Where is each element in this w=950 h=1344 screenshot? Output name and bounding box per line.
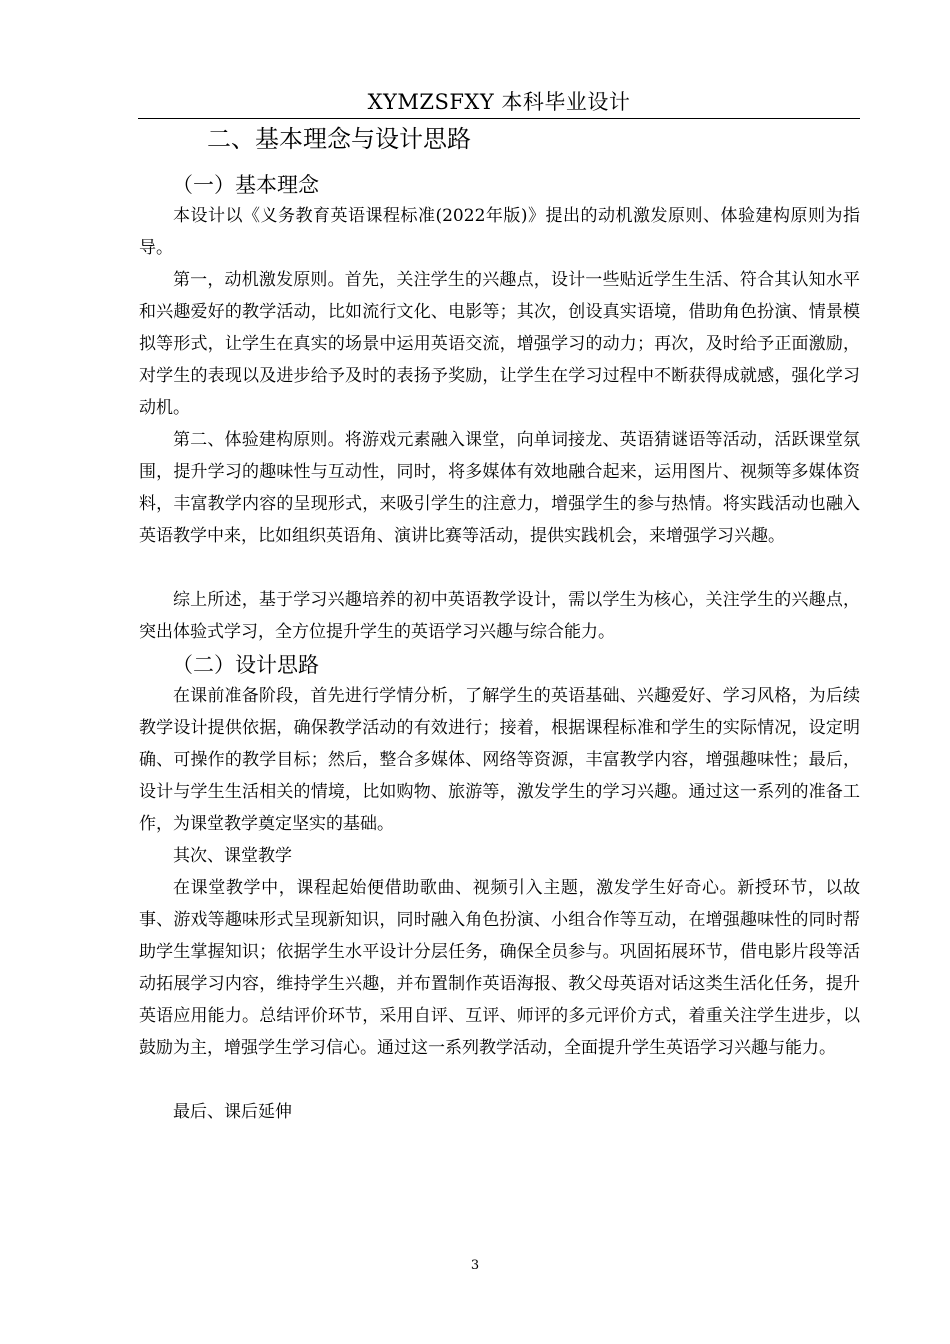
- subsection-title-design-ideas: （二）设计思路: [172, 653, 319, 677]
- paragraph-preparation: 在课前准备阶段，首先进行学情分析，了解学生的英语基础、兴趣爱好、学习风格，为后续教学设计提供依据，确保教学活动的有效进行；接着，根据课程标准和学生的实际情况，设定明确、可操作的教学目标；然后，整合多媒体、网络等资源，丰富教学内容，增强趣味性；最后，设计与学生生活相关的情境，比如购物、旅游等，激发学生的学习兴趣。通过这一系列的准备工作，为课堂教学奠定坚实的基础。: [139, 686, 860, 834]
- paragraph-experience-principle: 第二、体验建构原则。将游戏元素融入课堂，向单词接龙、英语猜谜语等活动，活跃课堂氛围，提升学习的趣味性与互动性，同时，将多媒体有效地融合起来，运用图片、视频等多媒体资料，丰富教学内容的呈现形式，来吸引学生的注意力，增强学生的参与热情。将实践活动也融入英语教学中来，比如组织英语角、演讲比赛等活动，提供实践机会，来增强学习兴趣。: [139, 430, 860, 546]
- paragraph-classroom-teaching: 在课堂教学中，课程起始便借助歌曲、视频引入主题，激发学生好奇心。新授环节，以故事、游戏等趣味形式呈现新知识，同时融入角色扮演、小组合作等互动，在增强趣味性的同时帮助学生掌握知识；依据学生水平设计分层任务，确保全员参与。巩固拓展环节，借电影片段等活动拓展学习内容，维持学生兴趣，并布置制作英语海报、教父母英语对话这类生活化任务，提升英语应用能力。总结评价环节，采用自评、互评、师评的多元评价方式，着重关注学生进步，以鼓励为主，增强学生学习信心。通过这一系列教学活动，全面提升学生英语学习兴趣与能力。: [139, 878, 860, 1058]
- page-number: 3: [470, 1258, 480, 1273]
- subsection-title-basic-concepts: （一）基本理念: [172, 173, 319, 197]
- paragraph-classroom-heading: 其次、课堂教学: [173, 846, 292, 866]
- page-header: [138, 86, 860, 119]
- paragraph-guiding-standard: 本设计以《义务教育英语课程标准(2022年版)》提出的动机激发原则、体验建构原则为指导。: [139, 206, 860, 258]
- paragraph-after-class-heading: 最后、课后延伸: [173, 1102, 292, 1122]
- paragraph-motivation-principle: 第一，动机激发原则。首先，关注学生的兴趣点，设计一些贴近学生生活、符合其认知水平和兴趣爱好的教学活动，比如流行文化、电影等；其次，创设真实语境，借助角色扮演、情景模拟等形式，让学生在真实的场景中运用英语交流，增强学习的动力；再次，及时给予正面激励，对学生的表现以及进步给予及时的表扬予奖励，让学生在学习过程中不断获得成就感，强化学习动机。: [139, 270, 860, 418]
- paragraph-summary: 综上所述，基于学习兴趣培养的初中英语教学设计，需以学生为核心，关注学生的兴趣点，突出体验式学习，全方位提升学生的英语学习兴趣与综合能力。: [139, 590, 860, 642]
- header-text: XYMZSFXY 本科毕业设计: [367, 90, 631, 114]
- section-title: 二、基本理念与设计思路: [207, 125, 471, 153]
